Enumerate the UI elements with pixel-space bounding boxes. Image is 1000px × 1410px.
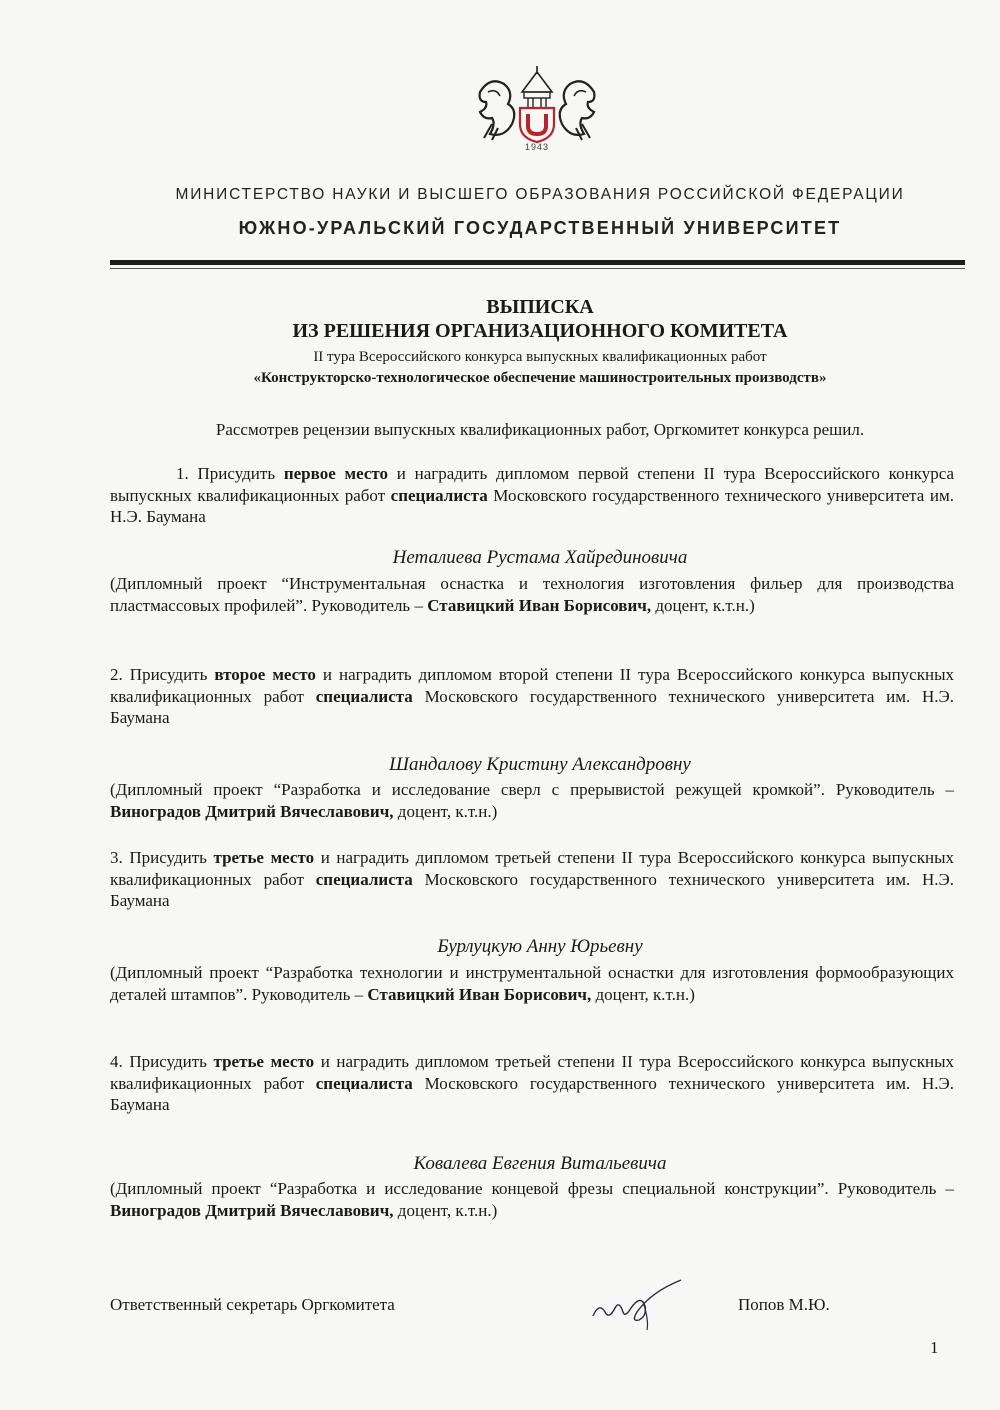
award-place: первое место — [283, 464, 389, 483]
header-rule-thin — [110, 268, 965, 269]
document-subtitle: II тура Всероссийского конкурса выпускных квалификационных работ — [313, 349, 767, 365]
award-text: и наградить дипломом третьей степени II тура Всероссийского конкурса выпускных квалификационных работ — [110, 848, 955, 889]
university-logo — [462, 62, 612, 162]
supervisor-name: Виноградов Дмитрий Вячеславович, — [110, 801, 394, 821]
award-1-decision — [110, 463, 954, 528]
supervisor-name: Ставицкий Иван Борисович, — [367, 984, 592, 1004]
award-place: третье место — [213, 848, 315, 867]
award-2-project — [110, 779, 954, 822]
university-name: ЮЖНО-УРАЛЬСКИЙ ГОСУДАРСТВЕННЫЙ УНИВЕРСИТЕТ — [238, 218, 842, 238]
supervisor-name: Виноградов Дмитрий Вячеславович, — [110, 1200, 394, 1220]
award-place: второе место — [214, 665, 316, 684]
header-rule-thick — [110, 260, 965, 265]
award-3-recipient: Бурлуцкую Анну Юрьевну — [437, 936, 643, 957]
intro-text: Рассмотрев рецензии выпускных квалификационных работ, Оргкомитет конкурса решил. — [215, 420, 865, 439]
award-degree: специалиста — [315, 1073, 413, 1093]
award-2-decision — [110, 664, 954, 729]
document-title: ВЫПИСКА — [486, 296, 594, 318]
award-text: Московского государственного технического университета им. Н.Э. Баумана — [110, 686, 954, 727]
contest-name: «Конструкторско-технологическое обеспечение машиностроительных производств» — [253, 370, 827, 386]
logo-year: 1943 — [524, 142, 550, 152]
award-text: Присудить — [129, 1052, 207, 1071]
award-text: и наградить дипломом первой степени II тура Всероссийского конкурса выпускных квалификационных работ — [110, 464, 954, 505]
award-number: 3. — [110, 848, 123, 867]
award-text: и наградить дипломом второй степени II тура Всероссийского конкурса выпускных квалификационных работ — [110, 665, 955, 706]
secretary-name: Попов М.Ю. — [738, 1295, 830, 1314]
award-1-recipient: Неталиева Рустама Хайрединовича — [392, 547, 688, 568]
project-text: доцент, к.т.н.) — [595, 984, 695, 1004]
award-4-decision — [110, 1051, 954, 1116]
award-number: 4. — [110, 1052, 123, 1071]
project-text: доцент, к.т.н.) — [397, 1200, 498, 1220]
award-number: 2. — [110, 665, 123, 684]
award-text: Московского государственного технического университета им. Н.Э. Баумана — [110, 1073, 954, 1114]
award-text: Московского государственного технического университета им. Н.Э. Баумана — [110, 869, 954, 910]
award-number: 1. — [176, 464, 189, 483]
award-degree: специалиста — [390, 485, 488, 505]
signature-icon — [585, 1272, 695, 1332]
award-2-recipient: Шандалову Кристину Александровну — [389, 754, 691, 775]
award-degree: специалиста — [315, 686, 413, 706]
award-degree: специалиста — [315, 869, 413, 889]
award-text: Московского государственного технического университета им. Н.Э. Баумана — [110, 485, 954, 526]
supervisor-name: Ставицкий Иван Борисович, — [427, 595, 652, 615]
award-4-project — [110, 1178, 954, 1221]
project-text: (Дипломный проект “Разработка и исследование концевой фрезы специальной конструкции”. Руководитель – — [110, 1179, 954, 1198]
award-text: Присудить — [129, 665, 208, 684]
award-place: третье место — [213, 1052, 315, 1071]
page-number: 1 — [930, 1338, 939, 1357]
project-text: доцент, к.т.н.) — [655, 595, 755, 615]
award-3-project — [110, 962, 954, 1005]
project-text: доцент, к.т.н.) — [397, 801, 498, 821]
award-text: и наградить дипломом третьей степени II тура Всероссийского конкурса выпускных квалификационных работ — [110, 1052, 955, 1093]
secretary-label: Ответственный секретарь Оргкомитета — [110, 1295, 395, 1314]
project-text: (Дипломный проект “Разработка технологии и инструментальной оснастки для изготовления формообразующих деталей штампов”. Руководитель – — [110, 963, 954, 1004]
award-3-decision — [110, 847, 954, 912]
award-4-recipient: Ковалева Евгения Витальевича — [413, 1153, 667, 1174]
award-1-project — [110, 573, 954, 616]
ministry-name: МИНИСТЕРСТВО НАУКИ И ВЫСШЕГО ОБРАЗОВАНИЯ РОССИЙСКОЙ ФЕДЕРАЦИИ — [175, 186, 905, 203]
project-text: (Дипломный проект “Разработка и исследование сверл с прерывистой режущей кромкой”. Руководитель – — [110, 780, 954, 799]
award-text: Присудить — [129, 848, 207, 867]
award-text: Присудить — [197, 464, 276, 483]
document-title-line2: ИЗ РЕШЕНИЯ ОРГАНИЗАЦИОННОГО КОМИТЕТА — [292, 320, 788, 342]
project-text: (Дипломный проект “Инструментальная оснастка и технология изготовления фильер для производства пластмассовых профилей”. Руководитель – — [110, 574, 954, 615]
